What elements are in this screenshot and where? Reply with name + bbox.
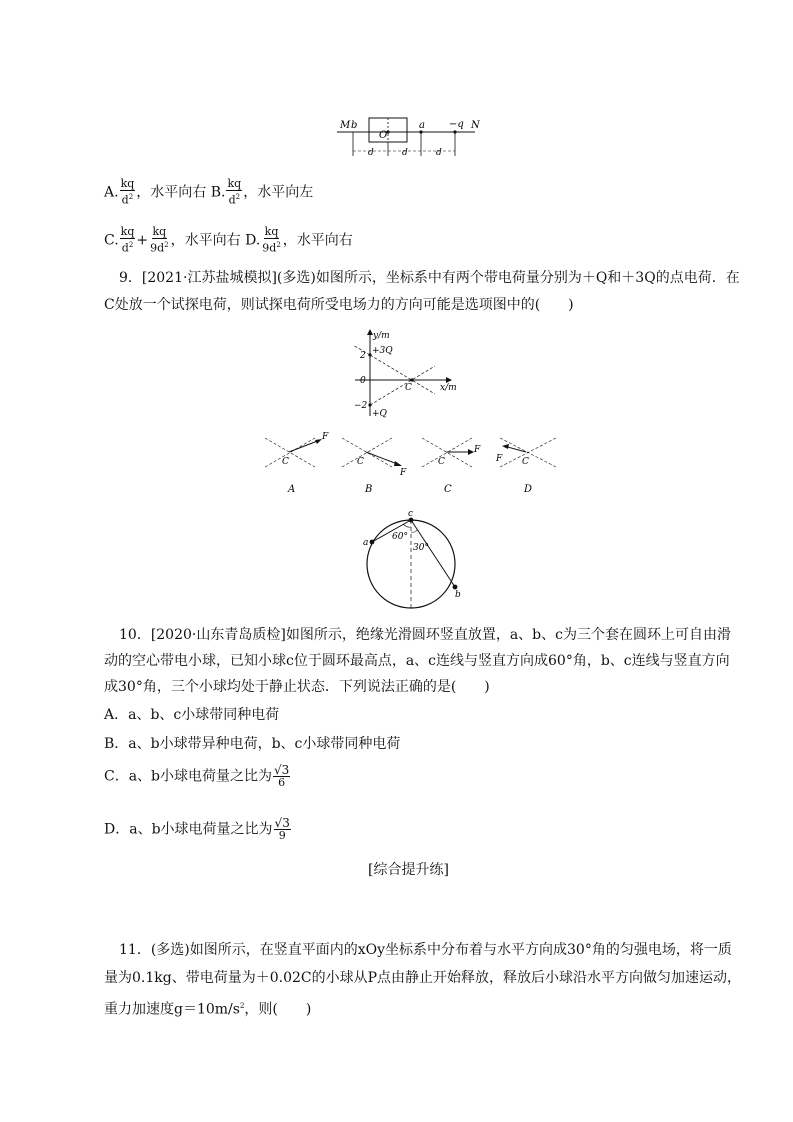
q11-line1: 11．(多选)如图所示，在竖直平面内的xOy坐标系中分布着与水平方向成30°角的匀强电场，将一质	[119, 942, 732, 958]
point-label-b: C	[357, 457, 364, 467]
q8-option-c-fraction2: $\frac{kq}{9d^2}$	[150, 225, 169, 255]
force-label-c: F	[474, 445, 481, 455]
q8-option-d-text: ，水平向右	[282, 232, 353, 249]
label-d3: d	[436, 148, 442, 158]
q9-line2: C处放一个试探电荷，则试探电荷所受电场力的方向可能是选项图中的( )	[104, 297, 574, 313]
option-c-label: C	[444, 484, 452, 495]
figure-coordinate-system	[340, 328, 465, 418]
q8-option-c-fraction1: $\frac{kq}{d^2}$	[120, 225, 135, 255]
force-label-b: F	[400, 468, 407, 478]
q8-option-b-text: ，水平向左	[243, 184, 314, 201]
option-a-label: A	[288, 484, 296, 495]
q10-option-c-fraction: $\frac{√3}{6}$	[274, 763, 290, 789]
tick-2: 2	[360, 351, 366, 361]
q11-line3-sup: 2	[239, 1002, 245, 1010]
option-c-diagram	[422, 438, 481, 495]
label-a: a	[419, 120, 425, 131]
point-label-c: C	[438, 457, 445, 467]
section-title: [综合提升练]	[368, 862, 449, 878]
y-axis-label: y/m	[373, 331, 390, 341]
label-d2: d	[402, 148, 408, 158]
charge-q-label: +Q	[372, 409, 387, 418]
option-b-label: B	[365, 484, 373, 495]
label-O: O	[379, 130, 388, 141]
q8-option-b-fraction: $\frac{kq}{d^2}$	[227, 177, 242, 207]
charge-3q-label: +3Q	[372, 346, 393, 356]
q8-option-c-prefix: C.	[104, 232, 119, 249]
q8-option-d-prefix: D.	[245, 232, 261, 249]
q8-option-b-prefix: B.	[210, 184, 226, 201]
label-M: M	[340, 120, 351, 131]
figure-options-abcd	[260, 430, 565, 500]
q10-option-d-fraction: $\frac{√3}{9}$	[274, 816, 290, 842]
q8-option-row-ab	[104, 178, 313, 207]
q8-option-d-fraction: $\frac{kq}{9d^2}$	[262, 225, 281, 255]
option-d-diagram	[495, 438, 556, 495]
q11-line3-b: ，则( )	[244, 1001, 312, 1018]
angle-60-label: 60°	[392, 532, 408, 542]
x-axis-label: x/m	[440, 383, 457, 393]
q8-option-a-fraction: $\frac{kq}{d^2}$	[120, 177, 135, 207]
q9-line1: 9．[2021·江苏盐城模拟](多选)如图所示，坐标系中有两个带电荷量分别为＋Q和＋3Q的点电荷．在	[119, 270, 740, 286]
option-a-diagram	[265, 432, 329, 495]
q10-option-d-text: D．a、b小球电荷量之比为	[104, 821, 273, 838]
q8-option-row-cd	[104, 226, 353, 255]
force-label-d: F	[496, 454, 503, 464]
label-b: b	[351, 120, 358, 131]
q11-line3-a: 重力加速度g＝10m/s	[104, 1001, 240, 1018]
point-label-d: C	[522, 457, 529, 467]
q8-option-c-text: ，水平向右	[170, 232, 241, 249]
tick-minus-2: −2	[354, 401, 368, 411]
option-b-diagram	[342, 438, 407, 495]
label-N: N	[471, 120, 480, 131]
q10-option-a: A．a、b、c小球带同种电荷	[104, 707, 280, 723]
q11-line2: 量为0.1kg、带电荷量为＋0.02C的小球从P点由静止开始释放，释放后小球沿水平方向做匀加速运动，	[104, 970, 742, 986]
point-c-label: C	[405, 383, 412, 393]
point-label-a: C	[282, 457, 289, 467]
q10-option-c	[104, 764, 291, 789]
q10-option-d	[104, 817, 292, 842]
ball-b-label: b	[455, 590, 461, 600]
label-q: −q	[449, 119, 464, 130]
tick-0: 0	[360, 376, 366, 386]
q8-option-a-prefix: A.	[104, 184, 119, 201]
figure-ring-three-balls	[355, 505, 470, 610]
label-d1: d	[368, 148, 374, 158]
q11-line3	[104, 996, 311, 1020]
q10-option-c-text: C．a、b小球电荷量之比为	[104, 768, 273, 785]
q10-line2: 动的空心带电小球，已知小球c位于圆环最高点，a、c连线与竖直方向成60°角，b、c连线与竖直方向	[104, 653, 730, 669]
angle-30-label: 30°	[413, 543, 429, 553]
option-d-label: D	[524, 484, 533, 495]
force-label-a: F	[322, 432, 329, 442]
q10-option-b: B．a、b小球带异种电荷，b、c小球带同种电荷	[104, 736, 401, 752]
ball-a-label: a	[363, 538, 369, 548]
q10-line3: 成30°角，三个小球均处于静止状态．下列说法正确的是( )	[104, 679, 490, 695]
q8-option-a-text: ，水平向右	[136, 184, 207, 201]
q10-line1: 10．[2020·山东青岛质检]如图所示，绝缘光滑圆环竖直放置，a、b、c为三个套在圆环上可自由滑	[119, 627, 731, 643]
q8-option-c-plus: +	[136, 232, 149, 249]
ball-c-label: c	[408, 509, 414, 519]
figure-charge-line	[335, 112, 485, 162]
